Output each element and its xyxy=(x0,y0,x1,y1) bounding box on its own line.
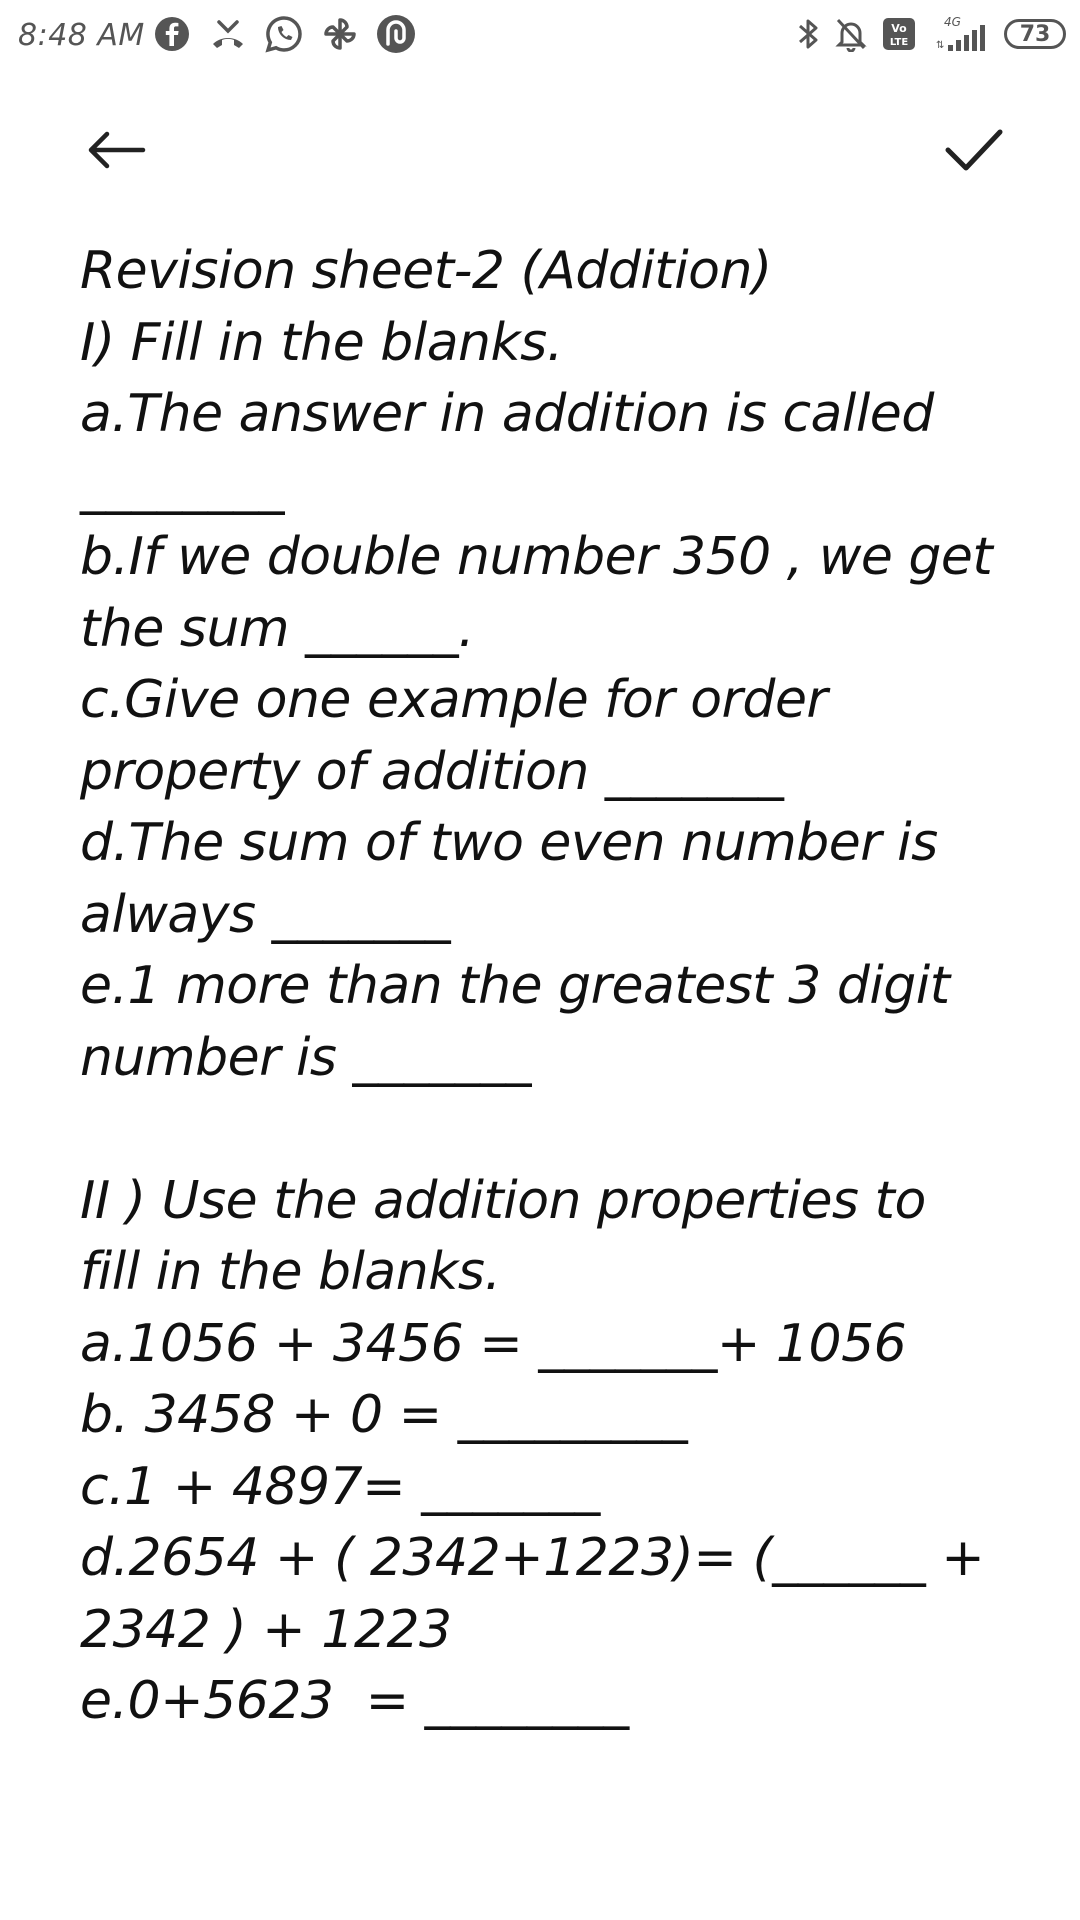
svg-text:Vo: Vo xyxy=(891,22,907,35)
status-bar xyxy=(0,0,1080,72)
note-line: e.0+5623 = ________ xyxy=(80,1671,629,1731)
note-line: I) Fill in the blanks. xyxy=(80,312,563,373)
note-line xyxy=(80,1094,1020,1166)
note-line: Revision sheet-2 (Addition) xyxy=(80,241,772,301)
system-icons xyxy=(796,14,1066,54)
note-line: d.The sum of two even number is xyxy=(80,813,938,873)
status-time: 8:48 AM xyxy=(18,18,145,53)
note-line: a.The answer in addition is called xyxy=(80,384,934,444)
svg-text:LTE: LTE xyxy=(889,37,909,48)
note-line: property of addition _______ xyxy=(80,741,784,802)
note-line: c.1 + 4897= _______ xyxy=(80,1456,600,1517)
app-logo-icon xyxy=(376,14,416,54)
note-line: II ) Use the addition properties to xyxy=(80,1170,926,1231)
bluetooth-icon xyxy=(796,14,820,54)
arrow-left-icon xyxy=(85,130,147,174)
note-editor[interactable] xyxy=(80,236,1020,1738)
note-line: b. 3458 + 0 = _________ xyxy=(80,1385,688,1445)
note-line: a.1056 + 3456 = _______+ 1056 xyxy=(80,1313,907,1374)
note-line: ________ xyxy=(80,455,284,516)
done-button[interactable] xyxy=(934,120,1014,184)
check-icon xyxy=(944,126,1004,178)
pinwheel-icon xyxy=(320,14,360,54)
back-button[interactable] xyxy=(76,122,156,182)
whatsapp-icon xyxy=(264,14,304,54)
notification-icons xyxy=(152,14,416,54)
note-line: fill in the blanks. xyxy=(80,1242,501,1302)
missed-call-icon xyxy=(208,14,248,54)
volte-icon xyxy=(882,14,916,54)
note-line: 2342 ) + 1223 xyxy=(80,1599,452,1660)
note-line: b.If we double number 350 , we get xyxy=(80,527,993,587)
note-line: number is _______ xyxy=(80,1027,532,1088)
battery-icon xyxy=(1004,14,1066,54)
bell-off-icon xyxy=(834,14,868,54)
signal-icon xyxy=(930,14,990,54)
note-line: always _______ xyxy=(80,884,451,945)
editor-toolbar xyxy=(0,100,1080,200)
network-type-label: 4G xyxy=(944,15,961,29)
facebook-icon xyxy=(152,14,192,54)
note-line: d.2654 + ( 2342+1223)= (______ + xyxy=(80,1528,985,1588)
note-line: the sum ______. xyxy=(80,598,475,659)
note-line: c.Give one example for order xyxy=(80,670,828,730)
note-line: e.1 more than the greatest 3 digit xyxy=(80,956,950,1016)
battery-level: 73 xyxy=(1004,19,1066,49)
svg-text:⇅: ⇅ xyxy=(936,40,945,51)
